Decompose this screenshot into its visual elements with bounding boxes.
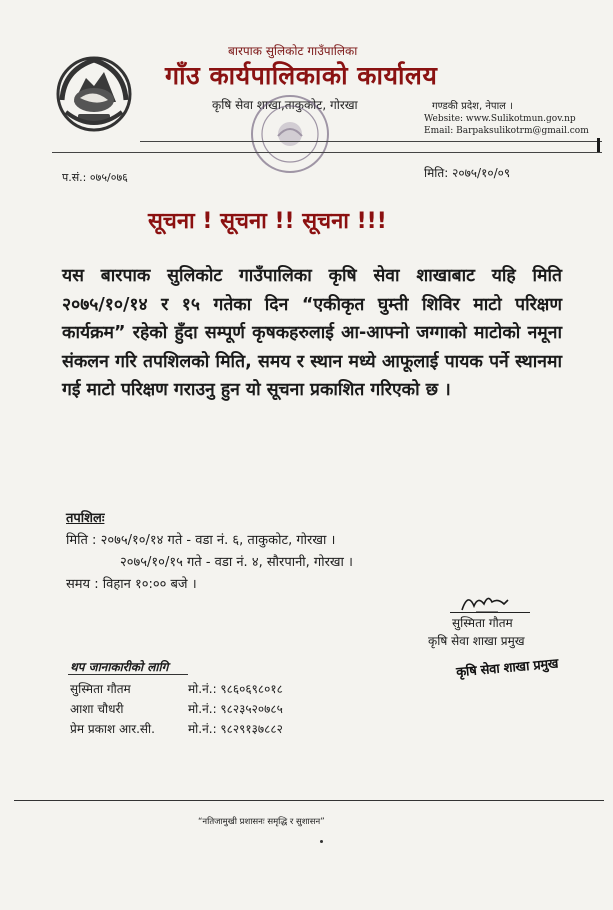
signature-line <box>450 612 530 613</box>
municipality-name: बारपाक सुलिकोट गाउँपालिका <box>228 44 358 58</box>
header-rule-top <box>140 141 602 142</box>
notice-body: यस बारपाक सुलिकोट गाउँपालिका कृषि सेवा शाखाबाट यहि मिति २०७५/१०/१४ र १५ गतेका दिन “एकीकृत घुम्ती शिविर माटो परिक्षण कार्यक्रम” रहेको हुँदा सम्पूर्ण कृषकहरुलाई आ-आफ्नो जग्गाको माटोको नमूना संकलन गरि तपशिलको मिति, समय र स्थान मध्ये आफूलाई पायक पर्ने स्थानमा गई माटो परिक्षण गराउनु हुन यो सूचना प्रकाशित गरिएको छ । <box>62 266 562 400</box>
detail-date-2: २०७५/१०/१५ गते - वडा नं. ४, सौरपानी, गोरखा । <box>120 555 353 570</box>
margin-mark <box>597 138 600 152</box>
details-heading: तपशिलः <box>66 511 105 526</box>
reference-number: प.सं.: ०७५/०७६ <box>62 171 128 184</box>
footer-rule <box>14 800 604 801</box>
contact-phone: मो.नं.: ९८२३५२०७८५ <box>188 702 283 716</box>
footer-slogan: “नतिजामुखी प्रशासनः समृद्धि र सुशासन” <box>198 817 325 827</box>
footer-dot <box>320 840 323 843</box>
website-text: Website: www.Sulikotmun.gov.np <box>424 114 576 124</box>
email-text: Email: Barpaksulikotrm@gmail.com <box>424 126 589 136</box>
notice-title: सूचना ! सूचना !! सूचना !!! <box>148 209 387 234</box>
province-text: गण्डकी प्रदेश, नेपाल । <box>432 101 513 112</box>
signer-title: कृषि सेवा शाखा प्रमुख <box>428 634 525 648</box>
contact-name: आशा चौधरी <box>70 702 124 716</box>
detail-date-1: मिति : २०७५/१०/१४ गते - वडा नं. ६, ताकुकोट, गोरखा । <box>66 533 336 548</box>
nepal-emblem-icon <box>52 50 136 134</box>
contact-name: सुस्मिता गौतम <box>70 682 131 696</box>
contact-phone: मो.नं.: ९८२९१३७८८२ <box>188 722 283 736</box>
office-title: गाँउ कार्यपालिकाको कार्यालय <box>165 61 438 90</box>
issue-date: मिति: २०७५/१०/०९ <box>424 166 511 180</box>
office-seal-icon <box>248 92 332 176</box>
detail-time: समय : विहान १०:०० बजे । <box>66 577 197 592</box>
header-rule-bottom <box>52 152 602 153</box>
contact-phone: मो.नं.: ९८६०६९८०१८ <box>188 682 283 696</box>
contact-heading: थप जानाकारीको लागि <box>70 660 169 674</box>
signer-name: सुस्मिता गौतम <box>452 616 513 630</box>
branch-address: कृषि सेवा शाखा,ताकुकोट, गोरखा <box>212 98 358 112</box>
role-stamp: कृषि सेवा शाखा प्रमुख <box>455 656 559 681</box>
contact-heading-rule <box>68 674 188 675</box>
contact-name: प्रेम प्रकाश आर.सी. <box>70 722 155 736</box>
